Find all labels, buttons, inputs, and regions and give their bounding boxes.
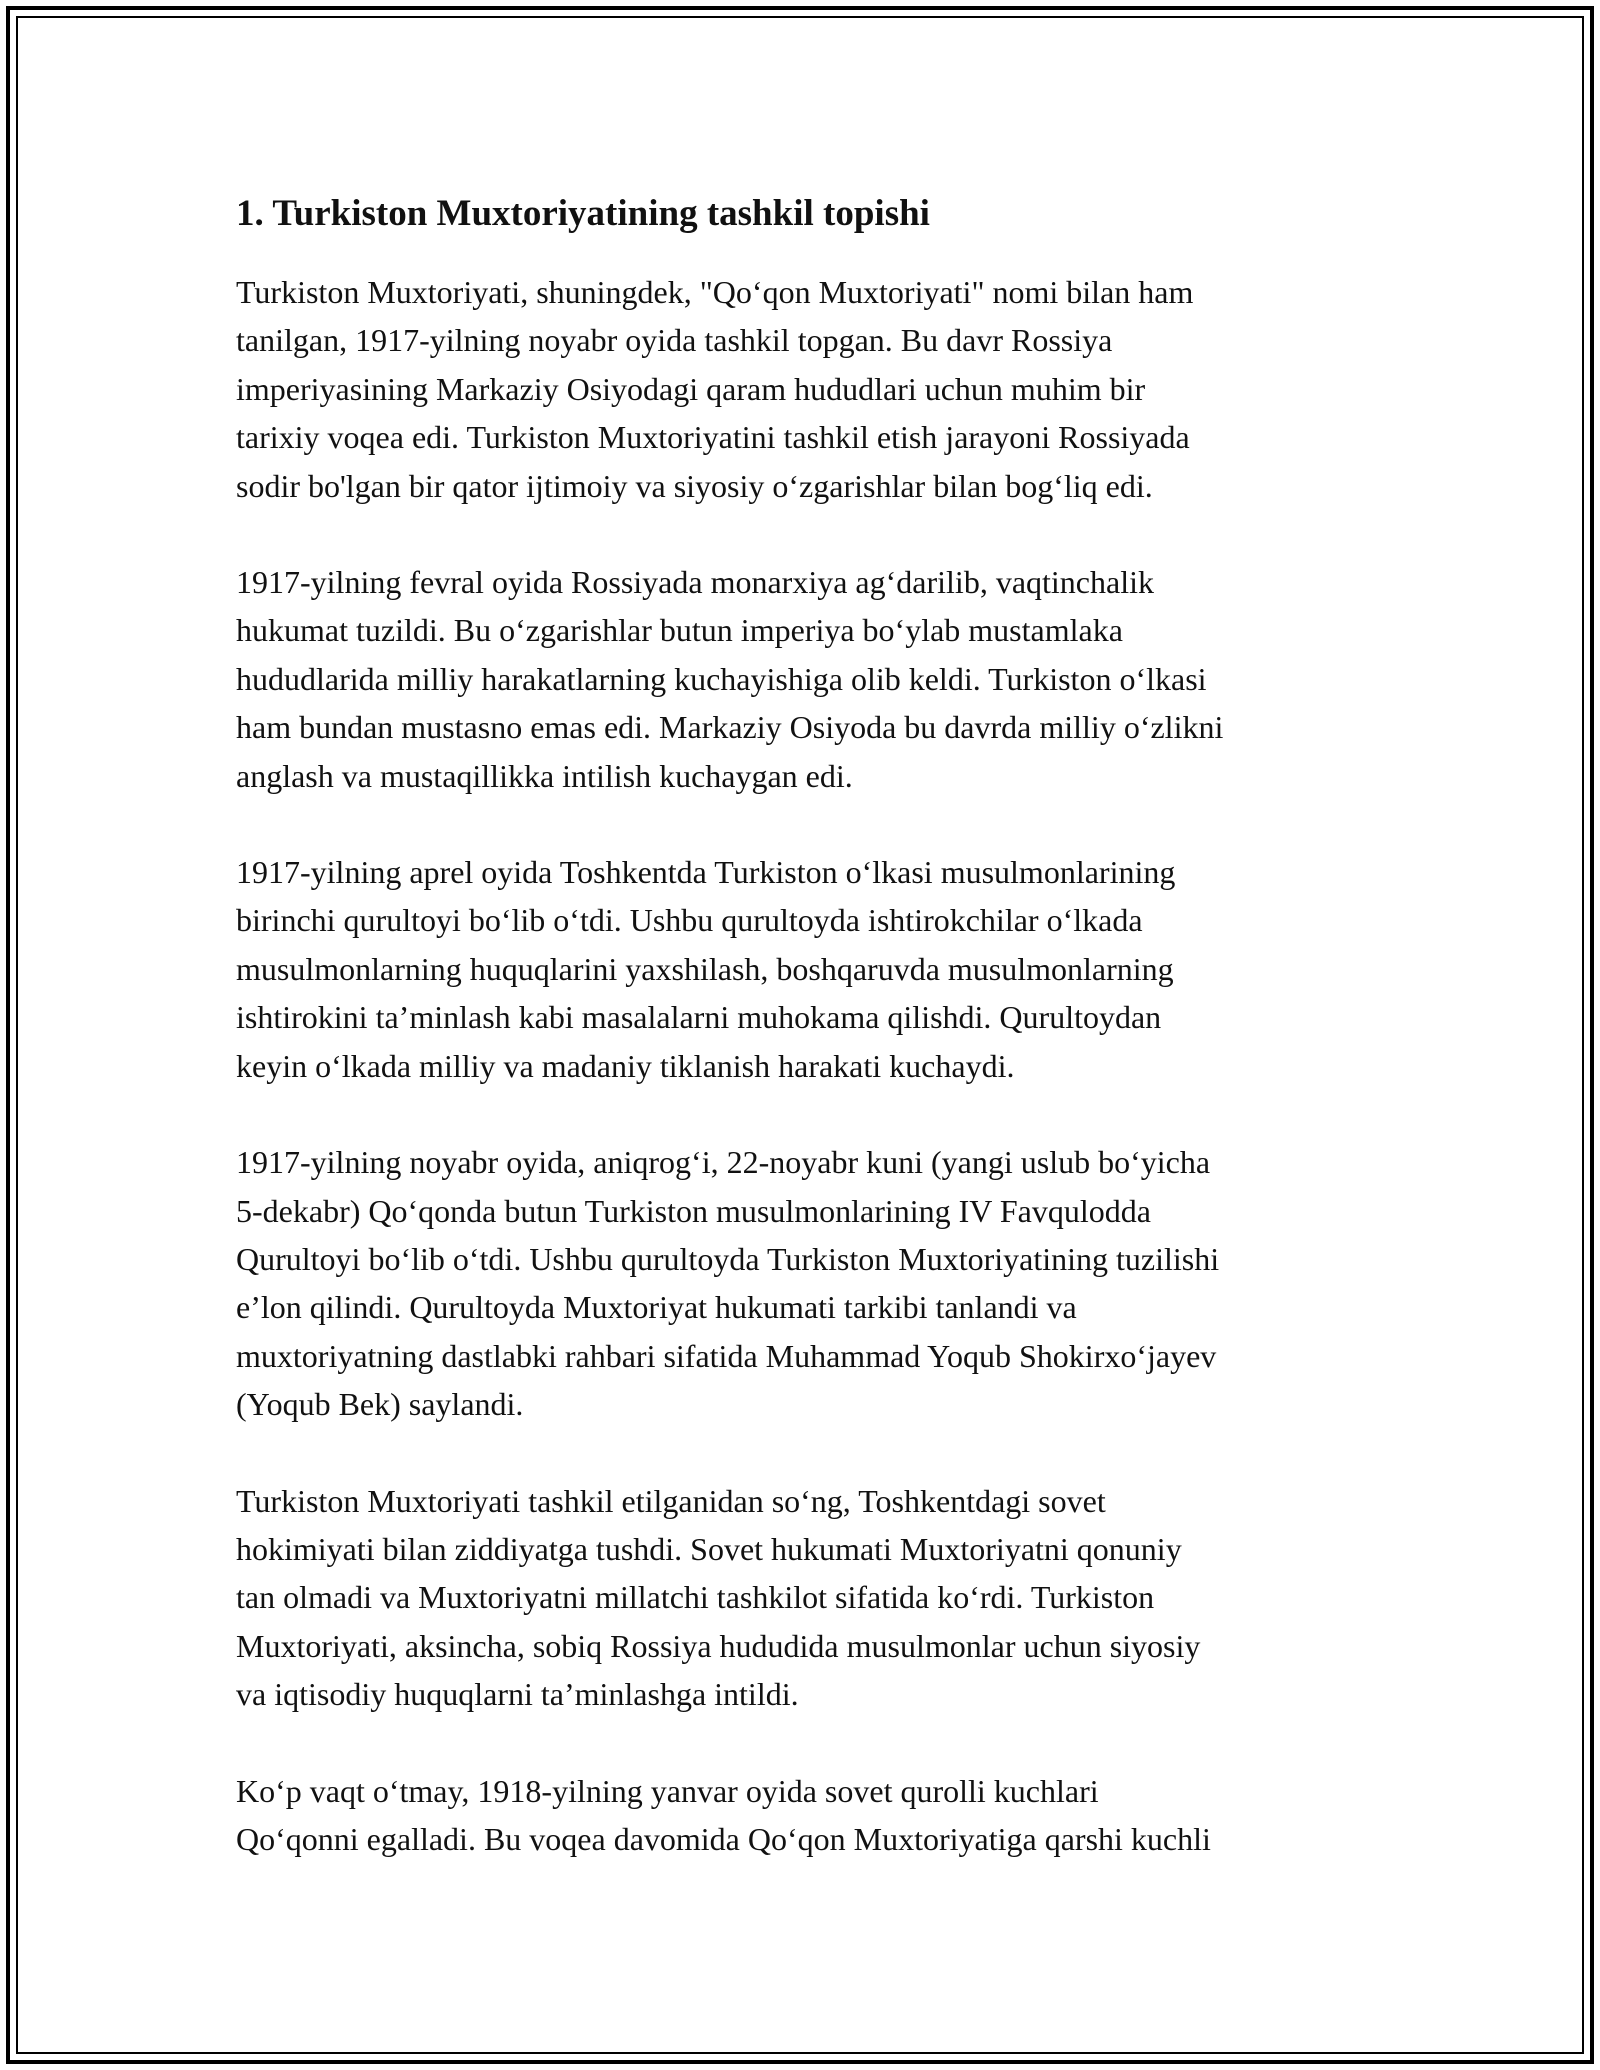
text-line: sodir bo'lgan bir qator ijtimoiy va siyosiy oʻzgarishlar bilan bogʻliq edi. bbox=[236, 467, 1153, 504]
paragraph-2 bbox=[236, 558, 1376, 800]
paragraph-5 bbox=[236, 1477, 1376, 1719]
paragraph-3 bbox=[236, 848, 1376, 1090]
document-body bbox=[236, 188, 1376, 1911]
text-line: tan olmadi va Muxtoriyatni millatchi tashkilot sifatida koʻrdi. Turkiston bbox=[236, 1579, 1155, 1616]
text-line: anglash va mustaqillikka intilish kuchaygan edi. bbox=[236, 757, 853, 794]
text-line: (Yoqub Bek) saylandi. bbox=[236, 1386, 524, 1423]
text-line: imperiyasining Markaziy Osiyodagi qaram hududlari uchun muhim bir bbox=[236, 370, 1146, 407]
text-line: Turkiston Muxtoriyati, shuningdek, "Qoʻqon Muxtoriyati" nomi bilan ham bbox=[236, 274, 1194, 310]
text-line: Turkiston Muxtoriyati tashkil etilganidan soʻng, Toshkentdagi sovet bbox=[236, 1482, 1106, 1519]
text-line: 1917-yilning noyabr oyida, aniqrogʻi, 22-noyabr kuni (yangi uslub boʻyicha bbox=[236, 1144, 1211, 1181]
paragraph-1 bbox=[236, 268, 1376, 510]
text-line: ham bundan mustasno emas edi. Markaziy Osiyoda bu davrda milliy oʻzlikni bbox=[236, 709, 1224, 746]
text-line: birinchi qurultoyi boʻlib oʻtdi. Ushbu qurultoyda ishtirokchilar oʻlkada bbox=[236, 902, 1143, 939]
text-line: hududlarida milliy harakatlarning kuchayishiga olib keldi. Turkiston oʻlkasi bbox=[236, 660, 1207, 697]
text-line: ishtirokini taʼminlash kabi masalalarni muhokama qilishdi. Qurultoydan bbox=[236, 999, 1162, 1036]
text-line: musulmonlarning huquqlarini yaxshilash, boshqaruvda musulmonlarning bbox=[236, 950, 1174, 987]
text-line: Qurultoyi boʻlib oʻtdi. Ushbu qurultoyda Turkiston Muxtoriyatining tuzilishi bbox=[236, 1240, 1220, 1277]
text-line: 1917-yilning aprel oyida Toshkentda Turkiston oʻlkasi musulmonlarining bbox=[236, 854, 1176, 891]
text-line: muxtoriyatning dastlabki rahbari sifatida Muhammad Yoqub Shokirxoʻjayev bbox=[236, 1337, 1217, 1374]
section-heading: 1. Turkiston Muxtoriyatining tashkil topishi bbox=[236, 193, 930, 234]
text-line: 1917-yilning fevral oyida Rossiyada monarxiya agʻdarilib, vaqtinchalik bbox=[236, 564, 1154, 601]
text-line: Muxtoriyati, aksincha, sobiq Rossiya hududida musulmonlar uchun siyosiy bbox=[236, 1627, 1201, 1664]
text-line: tarixiy voqea edi. Turkiston Muxtoriyatini tashkil etish jarayoni Rossiyada bbox=[236, 419, 1190, 456]
paragraph-6 bbox=[236, 1767, 1376, 1864]
text-line: hukumat tuzildi. Bu oʻzgarishlar butun imperiya boʻylab mustamlaka bbox=[236, 612, 1123, 649]
paragraph-4 bbox=[236, 1138, 1376, 1428]
text-line: Qoʻqonni egalladi. Bu voqea davomida Qoʻqon Muxtoriyatiga qarshi kuchli bbox=[236, 1820, 1211, 1857]
text-line: tanilgan, 1917-yilning noyabr oyida tashkil topgan. Bu davr Rossiya bbox=[236, 322, 1113, 359]
text-line: 5-dekabr) Qoʻqonda butun Turkiston musulmonlarining IV Favqulodda bbox=[236, 1192, 1151, 1229]
text-line: Koʻp vaqt oʻtmay, 1918-yilning yanvar oyida sovet qurolli kuchlari bbox=[236, 1772, 1099, 1809]
text-line: va iqtisodiy huquqlarni taʼminlashga intildi. bbox=[236, 1676, 799, 1713]
text-line: keyin oʻlkada milliy va madaniy tiklanish harakati kuchaydi. bbox=[236, 1047, 1015, 1084]
text-line: eʼlon qilindi. Qurultoyda Muxtoriyat hukumati tarkibi tanlandi va bbox=[236, 1289, 1077, 1326]
text-line: hokimiyati bilan ziddiyatga tushdi. Sovet hukumati Muxtoriyatni qonuniy bbox=[236, 1530, 1182, 1567]
